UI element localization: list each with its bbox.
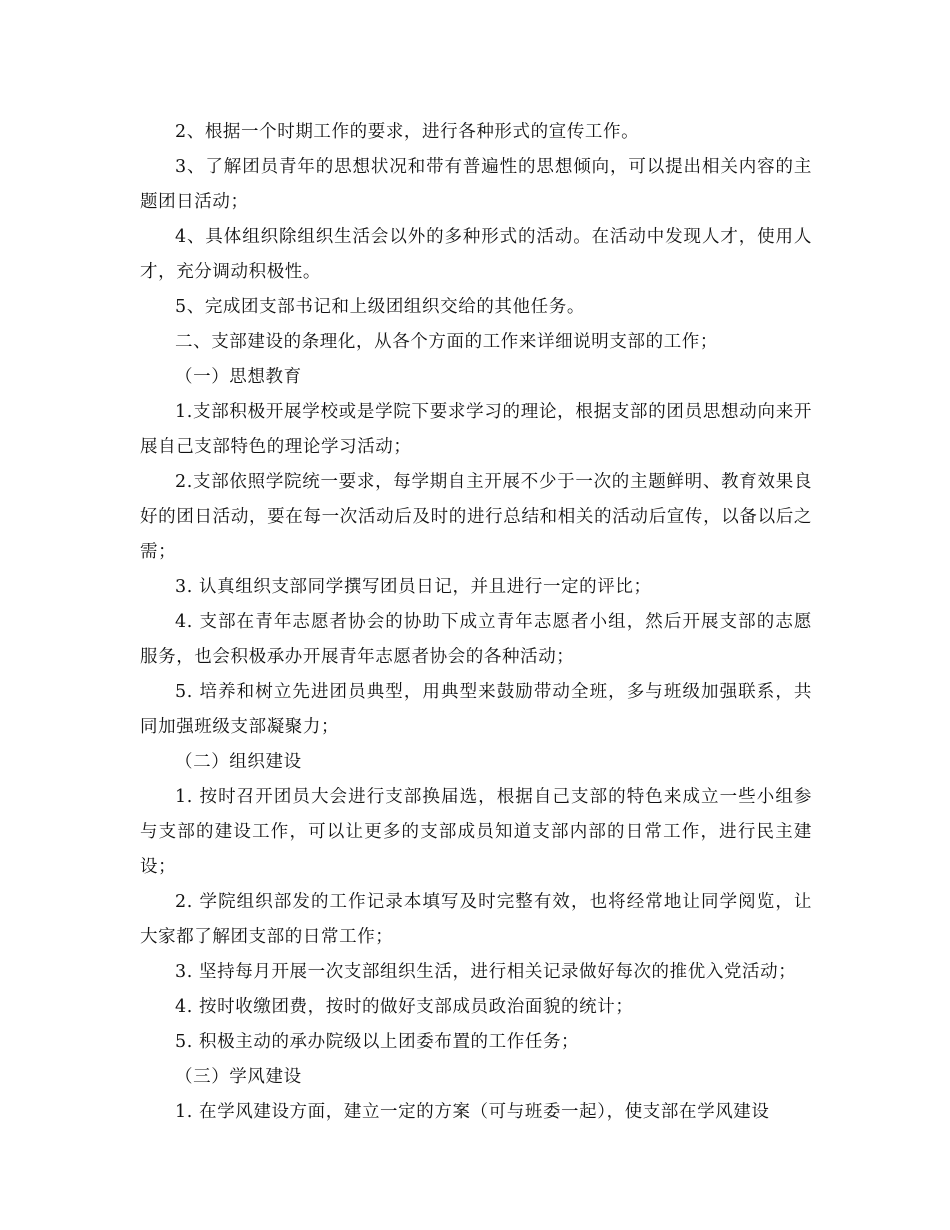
paragraph-organization-1: 1. 按时召开团员大会进行支部换届选，根据自己支部的特色来成立一些小组参与支部的建设工作，可以让更多的支部成员知道支部内部的日常工作，进行民主建设；: [140, 787, 812, 877]
paragraph-organization-3: 3. 坚持每月开展一次支部组织生活，进行相关记录做好每次的推优入党活动；: [175, 962, 797, 982]
document-body: [140, 115, 812, 1130]
subsection-heading-study-style: （三）学风建设: [175, 1067, 302, 1087]
paragraph-duty-2: 2、根据一个时期工作的要求，进行各种形式的宣传工作。: [175, 122, 640, 142]
paragraph-duty-4: 4、具体组织除组织生活会以外的多种形式的活动。在活动中发现人才，使用人才，充分调动积极性。: [140, 227, 812, 282]
paragraph-duty-5: 5、完成团支部书记和上级团组织交给的其他任务。: [175, 297, 585, 317]
paragraph-ideology-3: 3. 认真组织支部同学撰写团员日记，并且进行一定的评比；: [175, 577, 652, 597]
paragraph-ideology-4: 4. 支部在青年志愿者协会的协助下成立青年志愿者小组，然后开展支部的志愿服务，也会积极承办开展青年志愿者协会的各种活动；: [140, 612, 812, 667]
paragraph-organization-4: 4. 按时收缴团费，按时的做好支部成员政治面貌的统计；: [175, 997, 634, 1017]
paragraph-study-style-1: 1. 在学风建设方面，建立一定的方案（可与班委一起），使支部在学风建设: [175, 1102, 770, 1122]
paragraph-ideology-2: 2.支部依照学院统一要求，每学期自主开展不少于一次的主题鲜明、教育效果良好的团日活动，要在每一次活动后及时的进行总结和相关的活动后宣传，以备以后之需；: [140, 472, 812, 562]
paragraph-organization-2: 2. 学院组织部发的工作记录本填写及时完整有效，也将经常地让同学阅览，让大家都了解团支部的日常工作；: [140, 892, 812, 947]
subsection-heading-ideological-education: （一）思想教育: [175, 367, 302, 387]
paragraph-organization-5: 5. 积极主动的承办院级以上团委布置的工作任务；: [175, 1032, 580, 1052]
paragraph-ideology-5: 5. 培养和树立先进团员典型，用典型来鼓励带动全班，多与班级加强联系，共 同加强班级支部凝聚力；: [140, 682, 812, 737]
paragraph-ideology-1: 1.支部积极开展学校或是学院下要求学习的理论，根据支部的团员思想动向来开展自己支部特色的理论学习活动；: [140, 402, 812, 457]
subsection-heading-organization: （二）组织建设: [175, 752, 302, 772]
paragraph-duty-3: 3、了解团员青年的思想状况和带有普遍性的思想倾向，可以提出相关内容的主题团日活动；: [140, 157, 812, 212]
section-heading-branch-construction: 二、支部建设的条理化，从各个方面的工作来详细说明支部的工作；: [175, 332, 718, 352]
